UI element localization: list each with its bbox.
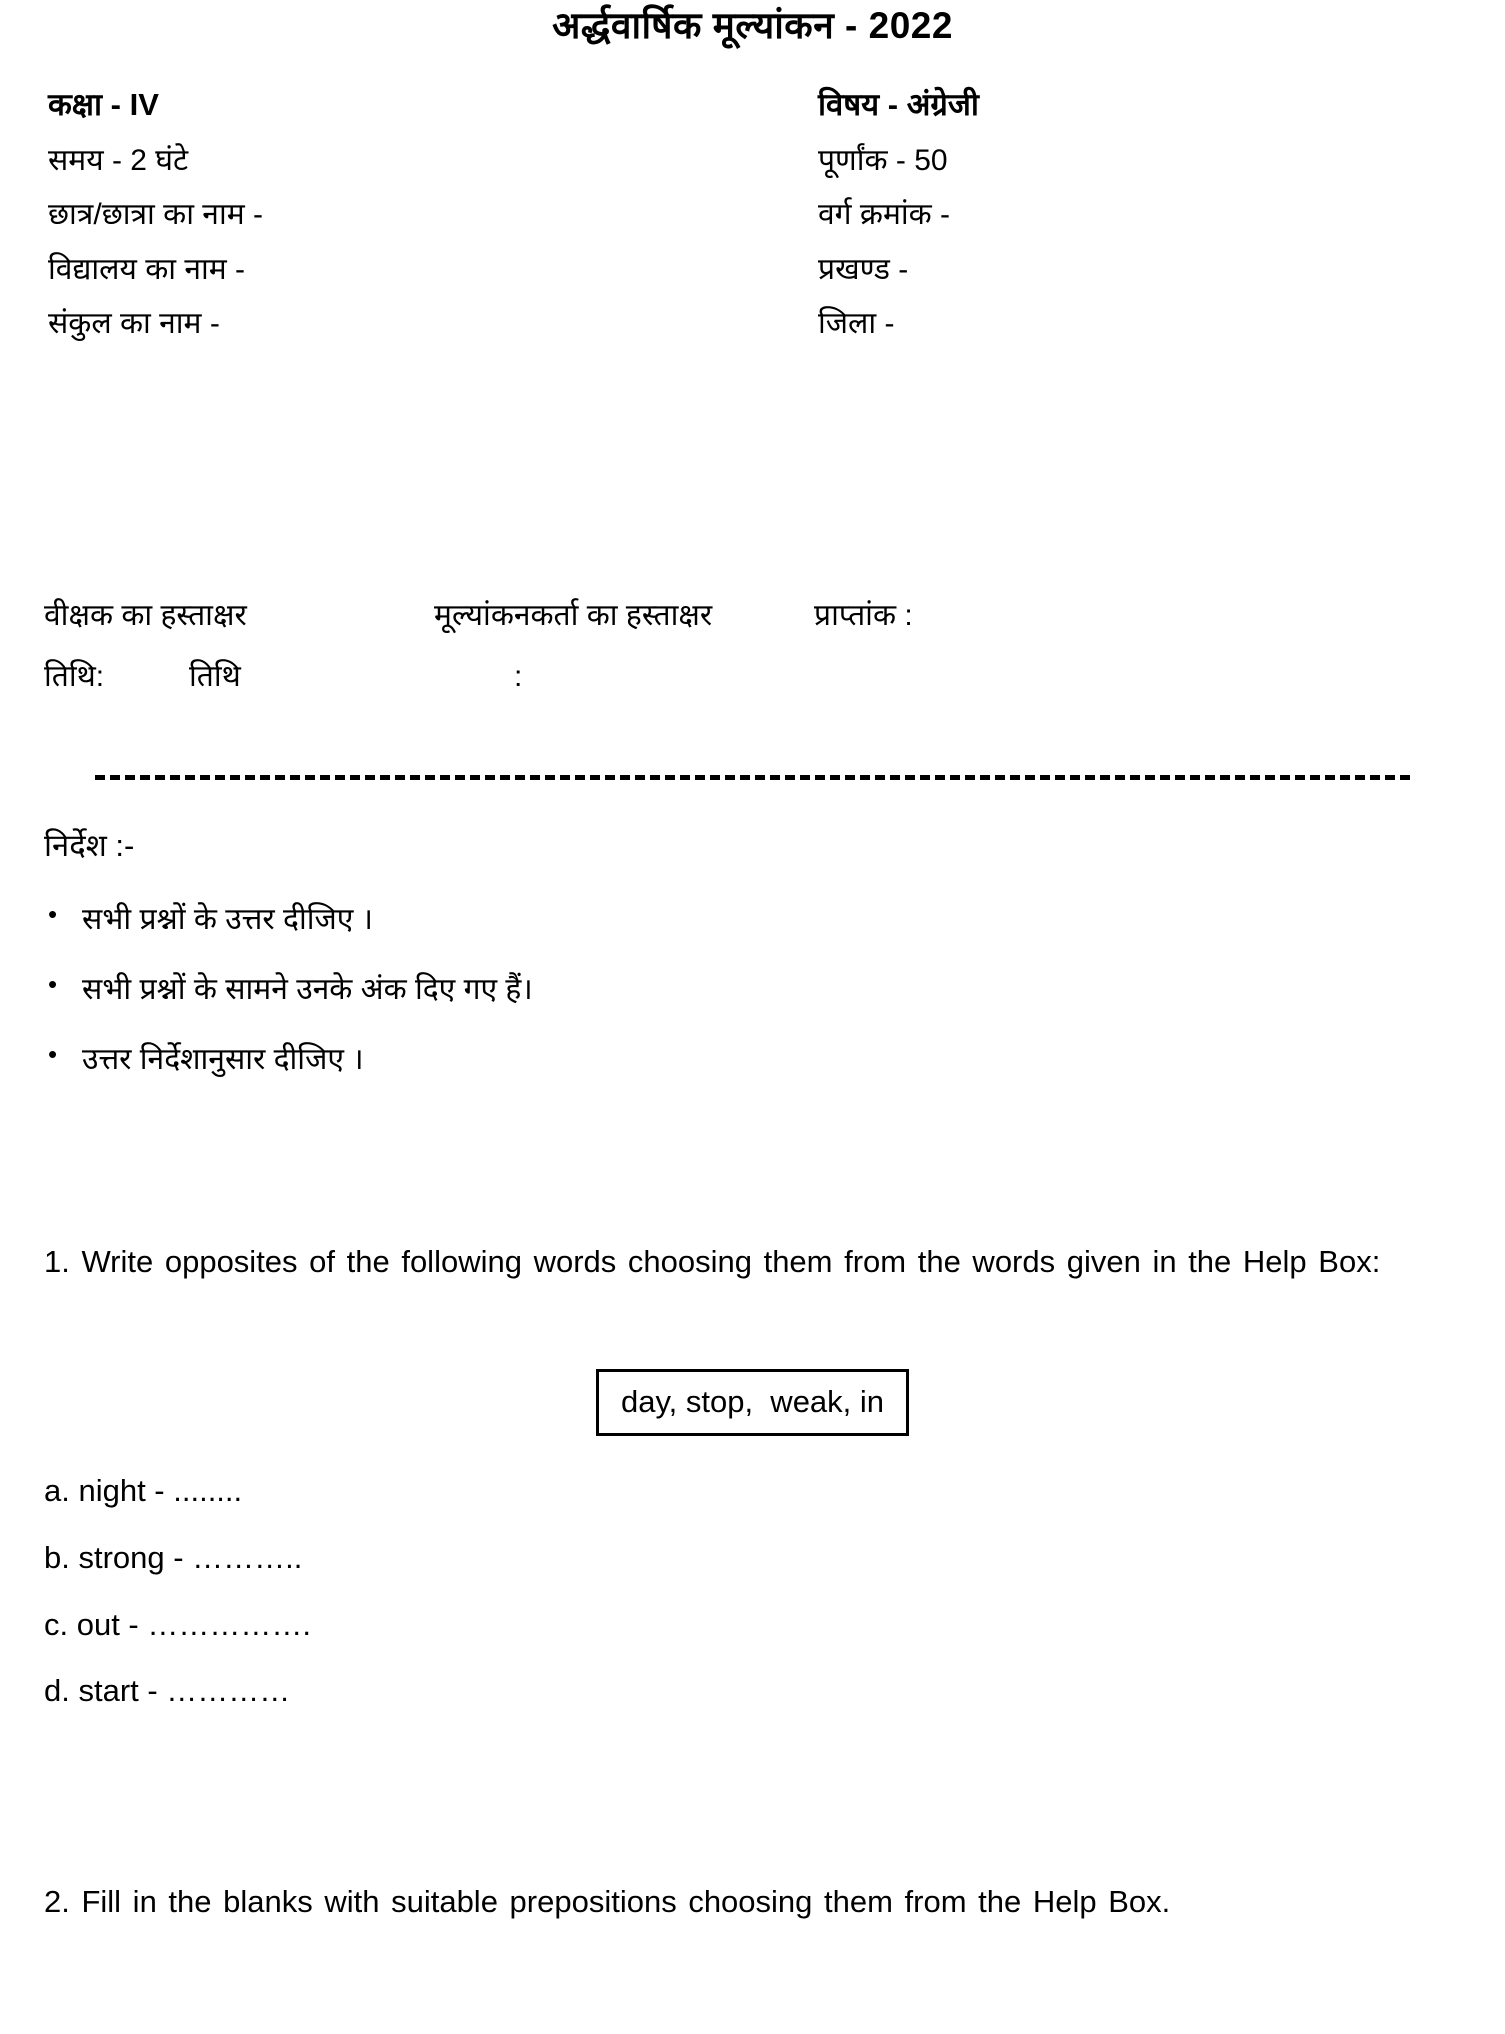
header-row-school-block xyxy=(48,251,1458,289)
question-1-text: 1. Write opposites of the following words choosing them from the words given in the Help Box: xyxy=(44,1244,1381,1279)
instruction-text: सभी प्रश्नों के सामने उनके अंक दिए गए हैं। xyxy=(82,973,533,1006)
section-divider xyxy=(95,775,1410,780)
evaluator-signature-label: मूल्यांकनकर्ता का हस्ताक्षर xyxy=(434,599,713,632)
header-field-district: जिला - xyxy=(818,307,895,341)
bullet-icon: • xyxy=(48,899,58,929)
instruction-text: उत्तर निर्देशानुसार दीजिए । xyxy=(82,1043,364,1076)
evaluator-date-colon: : xyxy=(514,660,523,693)
header-field-student-name: छात्र/छात्रा का नाम - xyxy=(48,198,263,232)
instructions-list xyxy=(44,900,1444,1079)
header-field-class: कक्षा - IV xyxy=(48,87,159,122)
list-item: c. out - ……………. xyxy=(44,1606,311,1642)
invigilator-date-label: तिथि: xyxy=(44,660,105,693)
header-row-cluster-district xyxy=(48,305,1458,343)
list-item: b. strong - ……….. xyxy=(44,1539,303,1575)
question-2-block xyxy=(44,1878,1456,1927)
evaluator-date-label: तिथि xyxy=(189,660,241,693)
list-item: a. night - ........ xyxy=(44,1473,243,1508)
bullet-icon: • xyxy=(48,969,58,999)
instructions-heading: निर्देश :- xyxy=(44,828,135,863)
header-field-class-roll: वर्ग क्रमांक - xyxy=(818,198,951,232)
question-1-subitems xyxy=(44,1472,944,1739)
signature-block xyxy=(44,593,1464,695)
header-field-time: समय - 2 घंटे xyxy=(48,143,189,177)
header-field-cluster-name: संकुल का नाम - xyxy=(48,307,220,341)
header-row-student-rollno xyxy=(48,196,1458,234)
list-item: d. start - ………… xyxy=(44,1673,291,1709)
list-item xyxy=(44,1040,1444,1079)
page-title: अर्द्धवार्षिक मूल्यांकन - 2022 xyxy=(552,5,953,46)
header-field-full-marks: पूर्णांक - 50 xyxy=(818,143,948,177)
help-box-q1: day, stop, weak, in xyxy=(596,1369,909,1436)
header-field-block: प्रखण्ड - xyxy=(818,252,909,286)
instructions-section xyxy=(44,824,1444,1110)
header-row-time-marks xyxy=(48,142,1458,180)
header-field-school-name: विद्यालय का नाम - xyxy=(48,252,246,286)
exam-header-block xyxy=(48,86,1458,360)
question-2-text: 2. Fill in the blanks with suitable prepositions choosing them from the Help Box. xyxy=(44,1884,1171,1919)
question-1-block xyxy=(44,1238,1456,1287)
header-row-class-subject xyxy=(48,86,1458,125)
bullet-icon: • xyxy=(48,1039,58,1069)
list-item xyxy=(44,900,1444,939)
signature-date-row xyxy=(44,654,1464,695)
invigilator-signature-label: वीक्षक का हस्ताक्षर xyxy=(44,599,247,632)
signature-labels-row xyxy=(44,593,1464,634)
instruction-text: सभी प्रश्नों के उत्तर दीजिए । xyxy=(82,903,374,936)
header-field-subject: विषय - अंग्रेजी xyxy=(818,87,979,122)
marks-obtained-label: प्राप्तांक : xyxy=(814,599,913,632)
help-box-container xyxy=(0,1369,1505,1436)
list-item xyxy=(44,970,1444,1009)
